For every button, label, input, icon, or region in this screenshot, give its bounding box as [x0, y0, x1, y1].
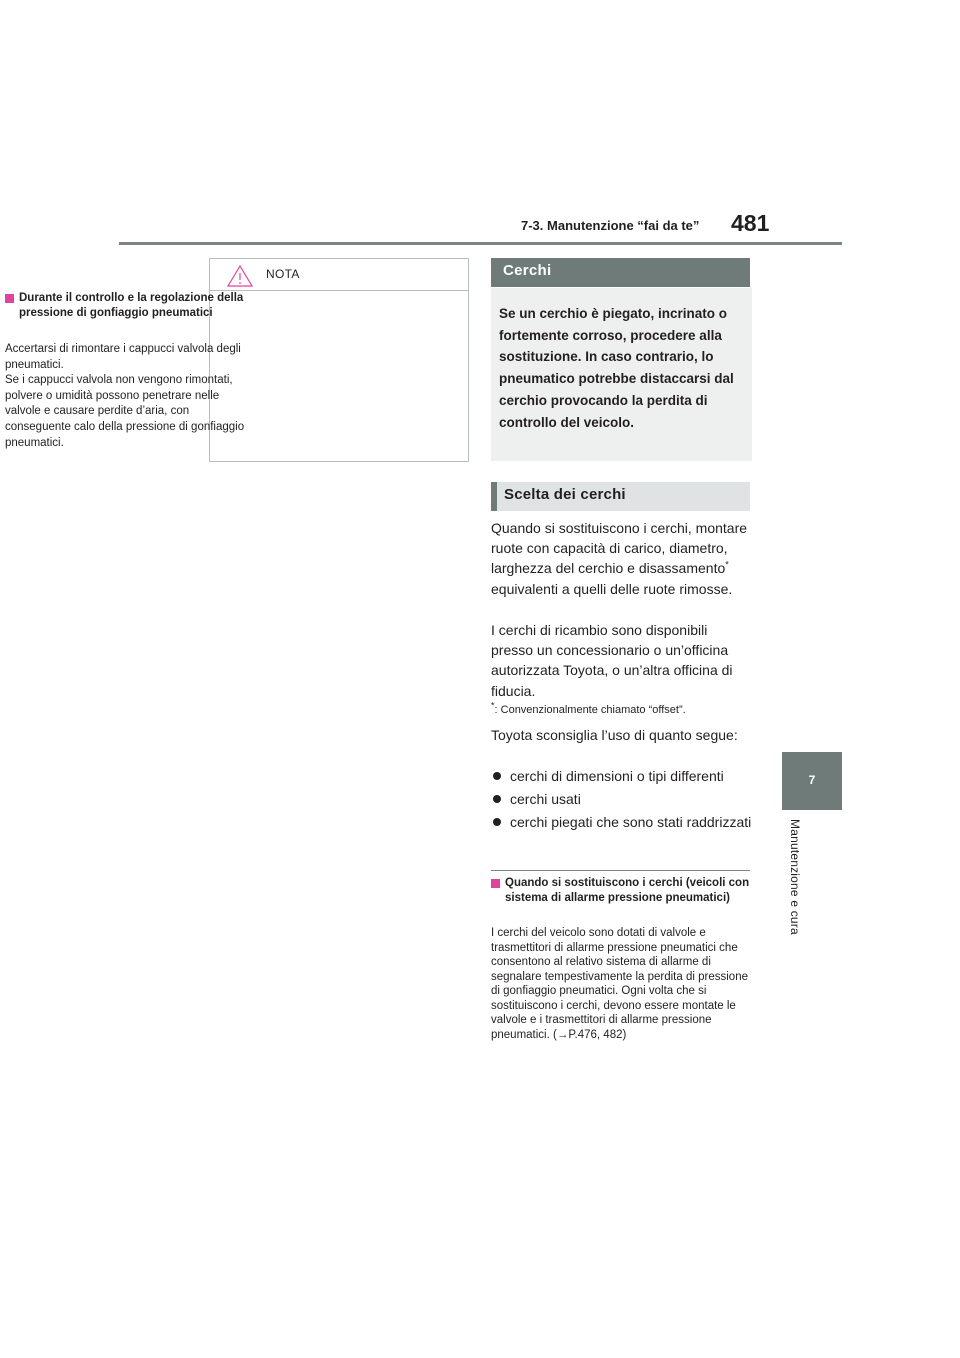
- tpms-body: [491, 926, 753, 1042]
- list-item-text: cerchi piegati che sono stati raddrizzati: [510, 814, 752, 830]
- section-heading-cerchi: Cerchi: [491, 258, 750, 287]
- tpms-body-close: ): [622, 1028, 627, 1041]
- nota-line-1: Accertarsi di rimontare i cappucci valvola degli pneumatici.: [5, 343, 241, 371]
- tpms-subheading-text: Quando si sostituiscono i cerchi (veicoli con sistema di allarme pressione pneumatici): [505, 877, 750, 904]
- nota-subheading-text: Durante il controllo e la regolazione della pressione di gonfiaggio pneumatici: [19, 292, 244, 319]
- paragraph-replacement: [491, 518, 753, 599]
- footnote-mark: *: [491, 700, 495, 711]
- list-item-text: cerchi di dimensioni o tipi differenti: [510, 768, 724, 784]
- footnote: [491, 700, 686, 716]
- footnote-text: : Convenzionalmente chiamato “offset”.: [494, 704, 686, 716]
- header-rule: [119, 242, 842, 245]
- list-item-text: cerchi usati: [510, 791, 581, 807]
- nota-subheading: [5, 291, 250, 320]
- nota-body: [5, 342, 253, 451]
- section-heading-scelta: Scelta dei cerchi: [491, 482, 750, 511]
- paragraph-replacement-a: Quando si sostituiscono i cerchi, montare ruote con capacità di carico, diametro, larghezza del cerchio e disassamento: [491, 520, 748, 577]
- page-number: 481: [731, 210, 770, 236]
- bullet-dot-icon: [493, 772, 501, 780]
- paragraph-replacement-b: equivalenti a quelli delle ruote rimosse.: [491, 580, 733, 597]
- warning-icon: [227, 265, 253, 287]
- tpms-subheading: [491, 876, 753, 905]
- page-reference-link[interactable]: P.476, 482: [568, 1028, 623, 1041]
- nota-header: [215, 259, 468, 289]
- footnote-marker: *: [725, 559, 729, 570]
- lead-text: Se un cerchio è piegato, incrinato o fortemente corroso, procedere alla sostituzione. In caso contrario, lo pneumatico potrebbe distaccarsi dal cerchio provocando la perdita di controllo del veicolo.: [499, 306, 734, 430]
- square-bullet-icon: [491, 879, 500, 888]
- paragraph-not-recommended: Toyota sconsiglia l’uso di quanto segue:: [491, 727, 738, 743]
- paragraph-spare-parts: I cerchi di ricambio sono disponibili presso un concessionario o un’officina autorizzata Toyota, o un’altra officina di fiducia.: [491, 622, 733, 699]
- nota-label: NOTA: [266, 267, 300, 281]
- section-title: 7-3. Manutenzione “fai da te”: [521, 218, 700, 233]
- list-item: [491, 789, 753, 809]
- section-divider: [491, 870, 750, 871]
- bullet-dot-icon: [493, 795, 501, 803]
- chapter-label: Manutenzione e cura: [788, 819, 802, 935]
- chapter-tab[interactable]: 7: [782, 752, 842, 810]
- tpms-body-text: I cerchi del veicolo sono dotati di valvole e trasmettitori di allarme pressione pneumatici che consentono al relativo sistema di allarme di segnalare tempestivamente la perdita di pressione di gonfiaggio pneumatici. Ogni volta che si sostituiscono i cerchi, devono essere montate le valvole e i trasmettitori di allarme pressione pneumatici. (: [491, 927, 748, 1041]
- square-bullet-icon: [5, 294, 14, 303]
- arrow-icon: →: [556, 1028, 569, 1041]
- list-item: [491, 812, 753, 832]
- nota-line-2: Se i cappucci valvola non vengono rimontati, polvere o umidità possono penetrare nelle valvole e causare perdite d’aria, con conseguente calo della pressione di gonfiaggio pneumatici.: [5, 374, 245, 449]
- bullet-dot-icon: [493, 818, 501, 826]
- list-item: [491, 766, 753, 786]
